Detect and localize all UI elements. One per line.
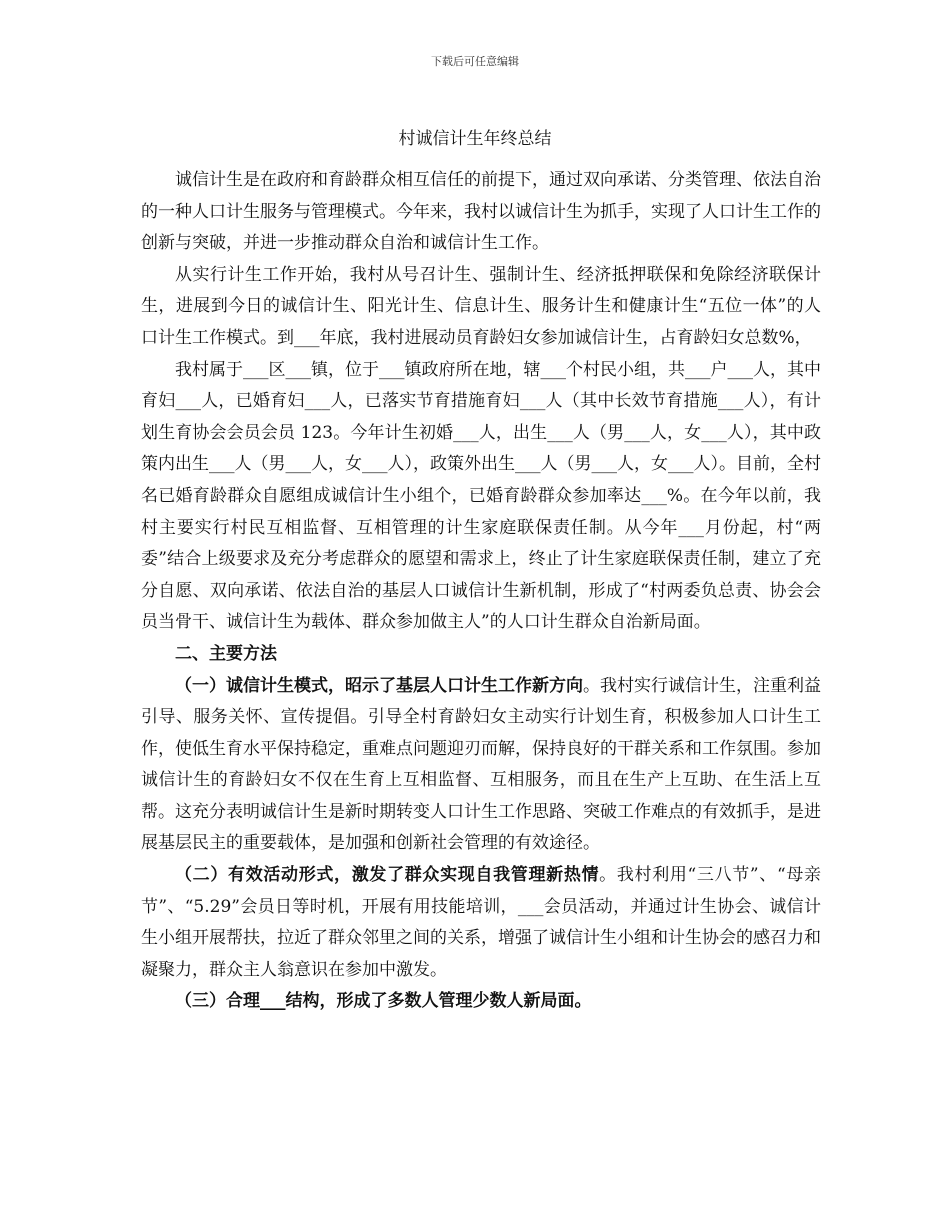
- method-lead: （一）诚信计生模式，昭示了基层人口计生工作新方向: [175, 675, 583, 696]
- method-paragraph: [141, 671, 821, 861]
- method-paragraph: [141, 986, 821, 1018]
- paragraph: 我村属于___区___镇，位于___镇政府所在地，辖___个村民小组，共___户___人，其中育妇___人，已婚育妇___人，已落实节育措施育妇___人（其中长效节育措施___人），有计划生育协会会员会员 123。今年计生初婚___人，出生___人（男___人，女___人），其中政策内出生___人（男___人，女___人），政策外出生___人（男___人，女___人）。目前，全村名已婚育龄群众自愿组成诚信计生小组个，已婚育龄群众参加率达___%。在今年以前，我村主要实行村民互相监督、互相管理的计生家庭联保责任制。从今年___月份起，村“两委”结合上级要求及充分考虑群众的愿望和需求上，终止了计生家庭联保责任制，建立了充分自愿、双向承诺、依法自治的基层人口诚信计生新机制，形成了“村两委负总责、协会会员当骨干、诚信计生为载体、群众参加做主人”的人口计生群众自治新局面。: [141, 359, 821, 633]
- method-lead: （三）合理___结构，形成了多数人管理少数人新局面。: [175, 991, 592, 1012]
- document-title: 村诚信计生年终总结: [398, 129, 552, 149]
- method-text: 。我村利用“三八节”、“母亲节”、“5.29”会员日等时机，开展有用技能培训，___会员活动，并通过计生协会、诚信计生小组开展帮扶，拉近了群众邻里之间的关系，增强了诚信计生小组和计生协会的感召力和凝聚力，群众主人翁意识在参加中激发。: [141, 865, 822, 980]
- method-paragraph: [141, 860, 821, 986]
- paragraph: 从实行计生工作开始，我村从号召计生、强制计生、经济抵押联保和免除经济联保计生，进展到今日的诚信计生、阳光计生、信息计生、服务计生和健康计生“五位一体”的人口计生工作模式。到___年底，我村进展动员育龄妇女参加诚信计生，占育龄妇女总数%，: [141, 264, 821, 348]
- method-lead: （二）有效活动形式，激发了群众实现自我管理新热情: [175, 865, 600, 886]
- section-heading: 二、主要方法: [175, 643, 277, 664]
- document-body: [141, 165, 821, 1018]
- paragraph: 诚信计生是在政府和育龄群众相互信任的前提下，通过双向承诺、分类管理、依法自治的一种人口计生服务与管理模式。今年来，我村以诚信计生为抓手，实现了人口计生工作的创新与突破，并进一步推动群众自治和诚信计生工作。: [141, 170, 821, 254]
- header-note: 下载后可任意编辑: [431, 55, 519, 68]
- method-text: 。我村实行诚信计生，注重利益引导、服务关怀、宣传提倡。引导全村育龄妇女主动实行计划生育，积极参加人口计生工作，使低生育水平保持稳定，重难点问题迎刃而解，保持良好的干群关系和工作氛围。参加诚信计生的育龄妇女不仅在生育上互相监督、互相服务，而且在生产上互助、在生活上互帮。这充分表明诚信计生是新时期转变人口计生工作思路、突破工作难点的有效抓手，是进展基层民主的重要载体，是加强和创新社会管理的有效途径。: [141, 675, 821, 854]
